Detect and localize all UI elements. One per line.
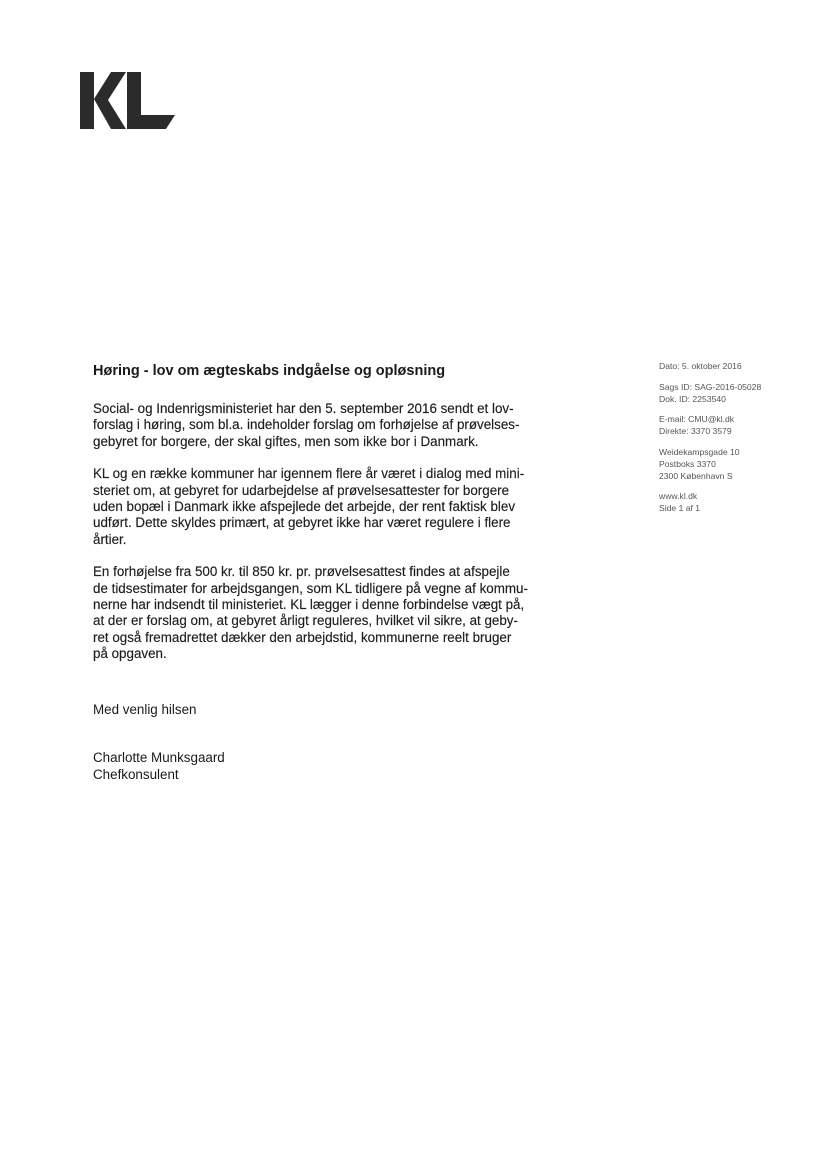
kl-logo-icon <box>80 72 176 130</box>
paragraph-line: de tidsestimater for arbejdsgangen, som KL tidligere på vegne af kommu- <box>93 580 528 596</box>
meta-address-line: Weidekampsgade 10 <box>659 446 740 457</box>
meta-email: E-mail: CMU@kl.dk <box>659 414 735 425</box>
paragraph-3 <box>93 564 563 662</box>
paragraph-line: forslag i høring, som bl.a. indeholder forslag om forhøjelse af prøvelses- <box>93 417 520 433</box>
paragraph-line: Social- og Indenrigsministeriet har den 5. september 2016 sendt et lov- <box>93 401 514 416</box>
meta-date: Dato: 5. oktober 2016 <box>659 361 742 371</box>
meta-address-line: Postboks 3370 <box>659 458 716 469</box>
sidebar-meta <box>659 361 809 515</box>
meta-web: www.kl.dk <box>659 491 698 502</box>
meta-sags-id: Sags ID: SAG-2016-05028 <box>659 381 762 392</box>
meta-page: Side 1 af 1 <box>659 503 701 514</box>
meta-address-line: 2300 København S <box>659 470 733 481</box>
paragraph-1 <box>93 401 563 450</box>
letter-body <box>93 360 563 783</box>
paragraph-line: KL og en række kommuner har igennem flere år været i dialog med mini- <box>93 466 525 482</box>
letter-title: Høring - lov om ægteskabs indgåelse og opløsning <box>93 363 446 379</box>
kl-logo <box>80 72 176 130</box>
paragraph-line: gebyret for borgere, der skal giftes, men som ikke bor i Danmark. <box>93 433 479 449</box>
paragraph-line: En forhøjelse fra 500 kr. til 850 kr. pr. prøvelsesattest findes at afspejle <box>93 564 510 580</box>
paragraph-line: nerne har indsendt til ministeriet. KL lægger i denne forbindelse vægt på, <box>93 597 525 613</box>
paragraph-line: på opgaven. <box>93 646 167 662</box>
signature-name: Charlotte Munksgaard <box>93 750 225 766</box>
signature-role: Chefkonsulent <box>93 766 179 782</box>
paragraph-line: steriet om, at gebyret for udarbejdelse af prøvelsesattester for borgere <box>93 482 510 498</box>
paragraph-line: at der er forslag om, at gebyret årligt reguleres, hvilket vil sikre, at geby- <box>93 613 518 629</box>
paragraph-line: ret også fremadrettet dækker den arbejdstid, kommunerne reelt bruger <box>93 629 512 645</box>
paragraph-line: årtier. <box>93 531 127 547</box>
signature <box>93 750 563 783</box>
closing-greeting: Med venlig hilsen <box>93 701 197 717</box>
meta-dok-id: Dok. ID: 2253540 <box>659 393 726 404</box>
meta-direkte: Direkte: 3370 3579 <box>659 426 732 437</box>
paragraph-2 <box>93 466 563 548</box>
paragraph-line: uden bopæl i Danmark ikke afspejlede det arbejde, der rent faktisk blev <box>93 499 516 515</box>
paragraph-line: udført. Dette skyldes primært, at gebyret ikke har været regulere i flere <box>93 515 511 531</box>
